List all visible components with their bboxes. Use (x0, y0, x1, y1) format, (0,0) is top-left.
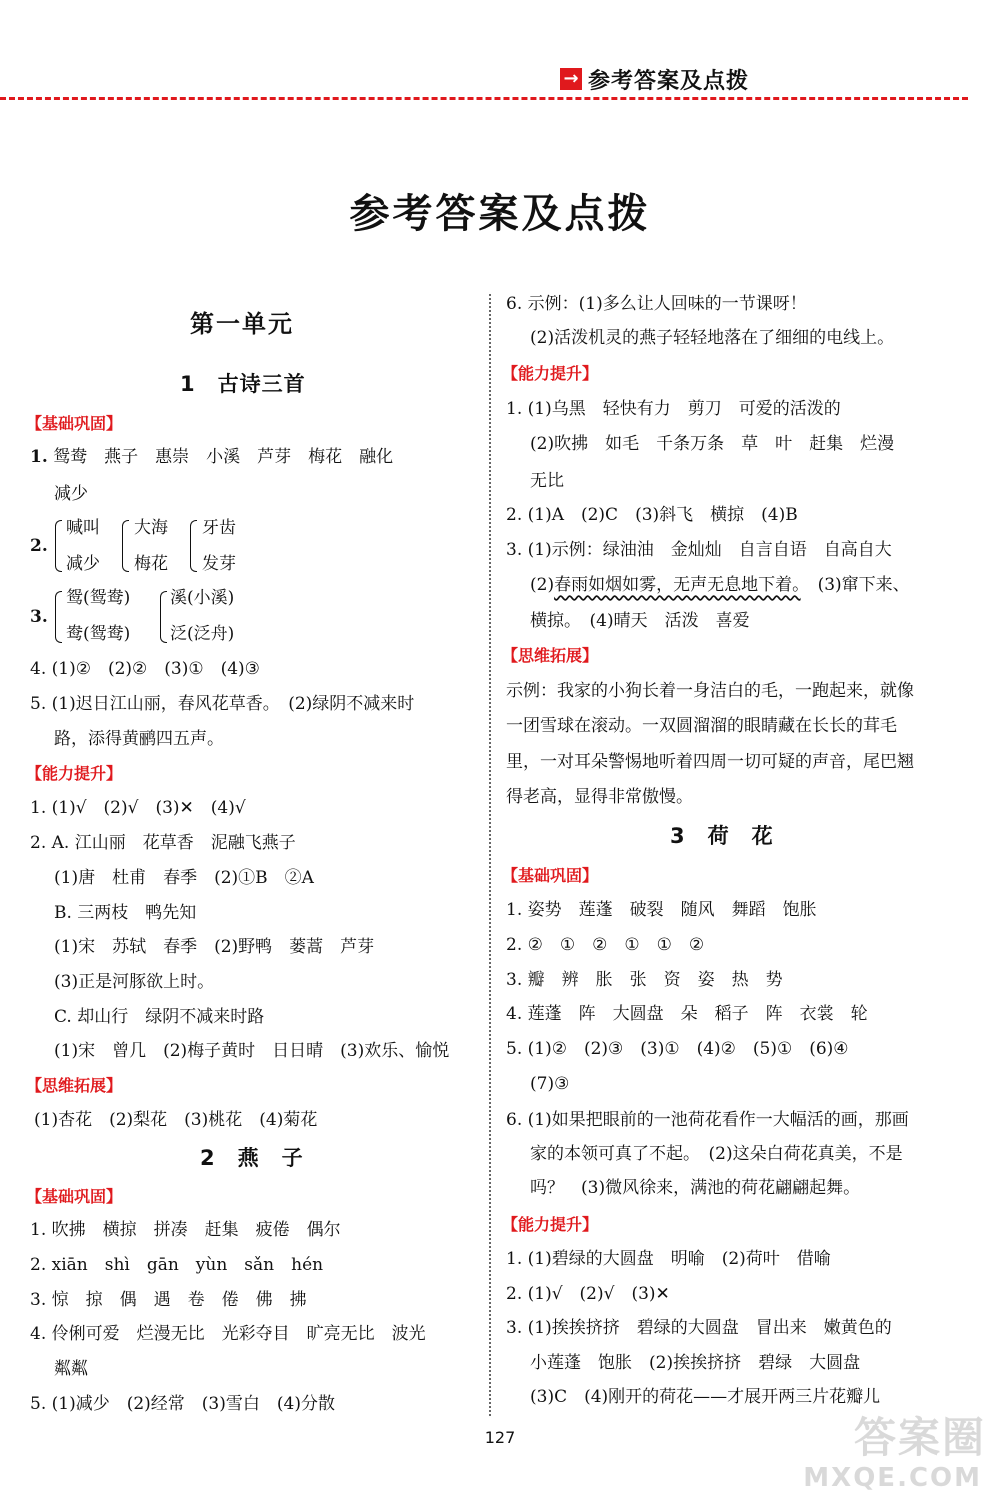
r-basic-q4: 4. 莲蓬 阵 大圆盘 朵 稻子 阵 衣裳 轮 (506, 1004, 868, 1024)
r-basic-q1: 1. 姿势 莲蓬 破裂 随风 舞蹈 饱胀 (506, 900, 817, 920)
arrow-right-icon: → (560, 68, 582, 90)
q2-number: 2. (30, 536, 48, 556)
r-ability2-q3-line3: (3)C (4)刚开的荷花——才展开两三片花瓣儿 (530, 1387, 881, 1407)
r-basic-q6-line2: 家的本领可真了不起。 (2)这朵白荷花真美，不是 (530, 1144, 903, 1164)
lesson2-q4-line1: 4. 伶俐可爱 烂漫无比 光彩夺目 旷亮无比 波光 (30, 1324, 426, 1344)
r-ability-q3-line3: 横掠。 (4)晴天 活泼 喜爱 (530, 611, 750, 631)
lesson2-q3: 3. 惊 掠 偶 遇 卷 倦 佛 拂 (30, 1290, 307, 1310)
q2-word-b1: 大海 (134, 518, 168, 538)
r-ability-q3-underlined: 春雨如烟如雾，无声无息地下着。 (554, 575, 801, 595)
q1-number: 1. (30, 447, 48, 467)
r-ability-q1-line1: 1. (1)乌黑 轻快有力 剪刀 可爱的活泼的 (506, 399, 841, 419)
ability-q2-line7: (1)宋 曾几 (2)梅子黄时 日日晴 (3)欢乐、愉悦 (54, 1041, 450, 1061)
r-ability-q2: 2. (1)A (2)C (3)斜飞 横掠 (4)B (506, 505, 798, 525)
header-dashed-line (0, 97, 968, 100)
lesson2-q5: 5. (1)减少 (2)经常 (3)雪白 (4)分散 (30, 1394, 335, 1414)
r-ability2-q2: 2. (1)√ (2)√ (3)✕ (506, 1284, 670, 1304)
r-basic-q5-line1: 5. (1)② (2)③ (3)① (4)② (5)① (6)④ (506, 1039, 849, 1059)
r-section-tag-basic: 【基础巩固】 (502, 866, 599, 885)
section-tag-basic-2: 【基础巩固】 (26, 1187, 123, 1206)
r-think-line3: 里，一对耳朵警惕地听着四周一切可疑的声音，尾巴翘 (506, 752, 914, 772)
header-tag (560, 58, 1000, 98)
lesson2-q4-line2: 粼粼 (54, 1359, 88, 1379)
page-number: 127 (484, 1428, 516, 1447)
ability-q2-line2: (1)唐 杜甫 春季 (2)①B ②A (54, 868, 314, 888)
r-basic-q3: 3. 瓣 辨 胀 张 资 姿 热 势 (506, 970, 783, 990)
r-ability-q3-line1: 3. (1)示例：绿油油 金灿灿 自言自语 自高自大 (506, 540, 892, 560)
lesson2-q2: 2. xiān shì gān yùn sǎn hén (30, 1255, 324, 1275)
r-basic-q2: 2. ② ① ② ① ① ② (506, 935, 705, 955)
r-ability2-q3-line2: 小莲蓬 饱胀 (2)挨挨挤挤 碧绿 大圆盘 (530, 1353, 861, 1373)
q1-line2: 减少 (54, 484, 88, 504)
section-tag-think: 【思维拓展】 (26, 1076, 123, 1095)
q3-word-b2: 泛(泛舟) (170, 624, 235, 644)
r-basic-q6-line3: 吗？ (3)微风徐来，满池的荷花翩翩起舞。 (530, 1178, 861, 1198)
r-ability-q3-suffix: (3)窜下来、 (817, 575, 910, 595)
q2-word-b2: 梅花 (134, 554, 168, 574)
ability-q2-line1: 2. A. 江山丽 花草香 泥融飞燕子 (30, 833, 296, 853)
q5-line1: 5. (1)迟日江山丽，春风花草香。 (2)绿阴不减来时 (30, 694, 415, 714)
r-ability2-q1: 1. (1)碧绿的大圆盘 明喻 (2)荷叶 借喻 (506, 1249, 831, 1269)
r-section-tag-think: 【思维拓展】 (502, 646, 599, 665)
lesson-heading-2: 2 燕 子 (200, 1146, 304, 1170)
column-divider (489, 294, 491, 1416)
q2-word-a2: 减少 (66, 554, 100, 574)
r-ability-q1-line3: 无比 (530, 471, 564, 491)
r-ability-q3-prefix: (2) (530, 575, 555, 595)
r-q6-line2: (2)活泼机灵的燕子轻轻地落在了细细的电线上。 (530, 328, 895, 348)
r-ability-q3-line2 (530, 573, 910, 597)
left-brace (55, 591, 62, 643)
r-basic-q5-line2: (7)③ (530, 1074, 570, 1094)
q2-word-c2: 发芽 (202, 554, 236, 574)
lesson-heading-3: 3 荷 花 (670, 824, 774, 848)
q2-word-a1: 喊叫 (66, 518, 100, 538)
q1-text: 鸳鸯 燕子 惠崇 小溪 芦芽 梅花 融化 (53, 447, 394, 467)
q1-line1 (30, 445, 393, 469)
q4: 4. (1)② (2)② (3)① (4)③ (30, 659, 260, 679)
r-q6-line1: 6. 示例：(1)多么让人回味的一节课呀！ (506, 294, 807, 314)
watermark-line2: MXQE.COM (803, 1463, 982, 1493)
ability-q2-line3: B. 三两枝 鸭先知 (54, 903, 197, 923)
r-basic-q6-line1: 6. (1)如果把眼前的一池荷花看作一大幅活的画，那画 (506, 1110, 909, 1130)
lesson2-q1: 1. 吹拂 横掠 拼凑 赶集 疲倦 偶尔 (30, 1220, 341, 1240)
q3-word-a1: 鸳(鸳鸯) (66, 588, 131, 608)
ability-q2-line5: (3)正是河豚欲上时。 (54, 972, 215, 992)
ability-q1: 1. (1)√ (2)√ (3)✕ (4)√ (30, 798, 246, 818)
r-think-line4: 得老高，显得非常傲慢。 (506, 787, 693, 807)
unit-heading: 第一单元 (190, 310, 294, 338)
r-think-line2: 一团雪球在滚动。一双圆溜溜的眼睛藏在长长的茸毛 (506, 716, 897, 736)
think-answer: (1)杏花 (2)梨花 (3)桃花 (4)菊花 (34, 1110, 318, 1130)
left-brace (55, 520, 62, 572)
q5-line2: 路，添得黄鹂四五声。 (54, 729, 224, 749)
q3-word-a2: 鸯(鸳鸯) (66, 624, 131, 644)
left-brace (122, 520, 129, 572)
page-title: 参考答案及点拨 (349, 191, 651, 237)
watermark-logo (803, 1405, 986, 1501)
r-ability-q1-line2: (2)吹拂 如毛 千条万条 草 叶 赶集 烂漫 (530, 434, 895, 454)
r-think-line1: 示例：我家的小狗长着一身洁白的毛，一跑起来，就像 (506, 681, 914, 701)
q2-word-c1: 牙齿 (202, 518, 236, 538)
section-tag-ability: 【能力提升】 (26, 764, 123, 783)
r-section-tag-ability-2: 【能力提升】 (502, 1215, 599, 1234)
header-label: 参考答案及点拨 (588, 69, 750, 94)
left-brace (190, 520, 197, 572)
ability-q2-line4: (1)宋 苏轼 春季 (2)野鸭 蒌蒿 芦芽 (54, 937, 375, 957)
q3-number: 3. (30, 607, 48, 627)
lesson-heading-1: 1 古诗三首 (180, 372, 306, 396)
q3-word-b1: 溪(小溪) (170, 588, 235, 608)
watermark-line1: 答案圈 (853, 1413, 986, 1462)
ability-q2-line6: C. 却山行 绿阴不减来时路 (54, 1007, 265, 1027)
r-section-tag-ability: 【能力提升】 (502, 364, 599, 383)
section-tag-basic: 【基础巩固】 (26, 414, 123, 433)
left-brace (160, 591, 167, 643)
r-ability2-q3-line1: 3. (1)挨挨挤挤 碧绿的大圆盘 冒出来 嫩黄色的 (506, 1318, 892, 1338)
